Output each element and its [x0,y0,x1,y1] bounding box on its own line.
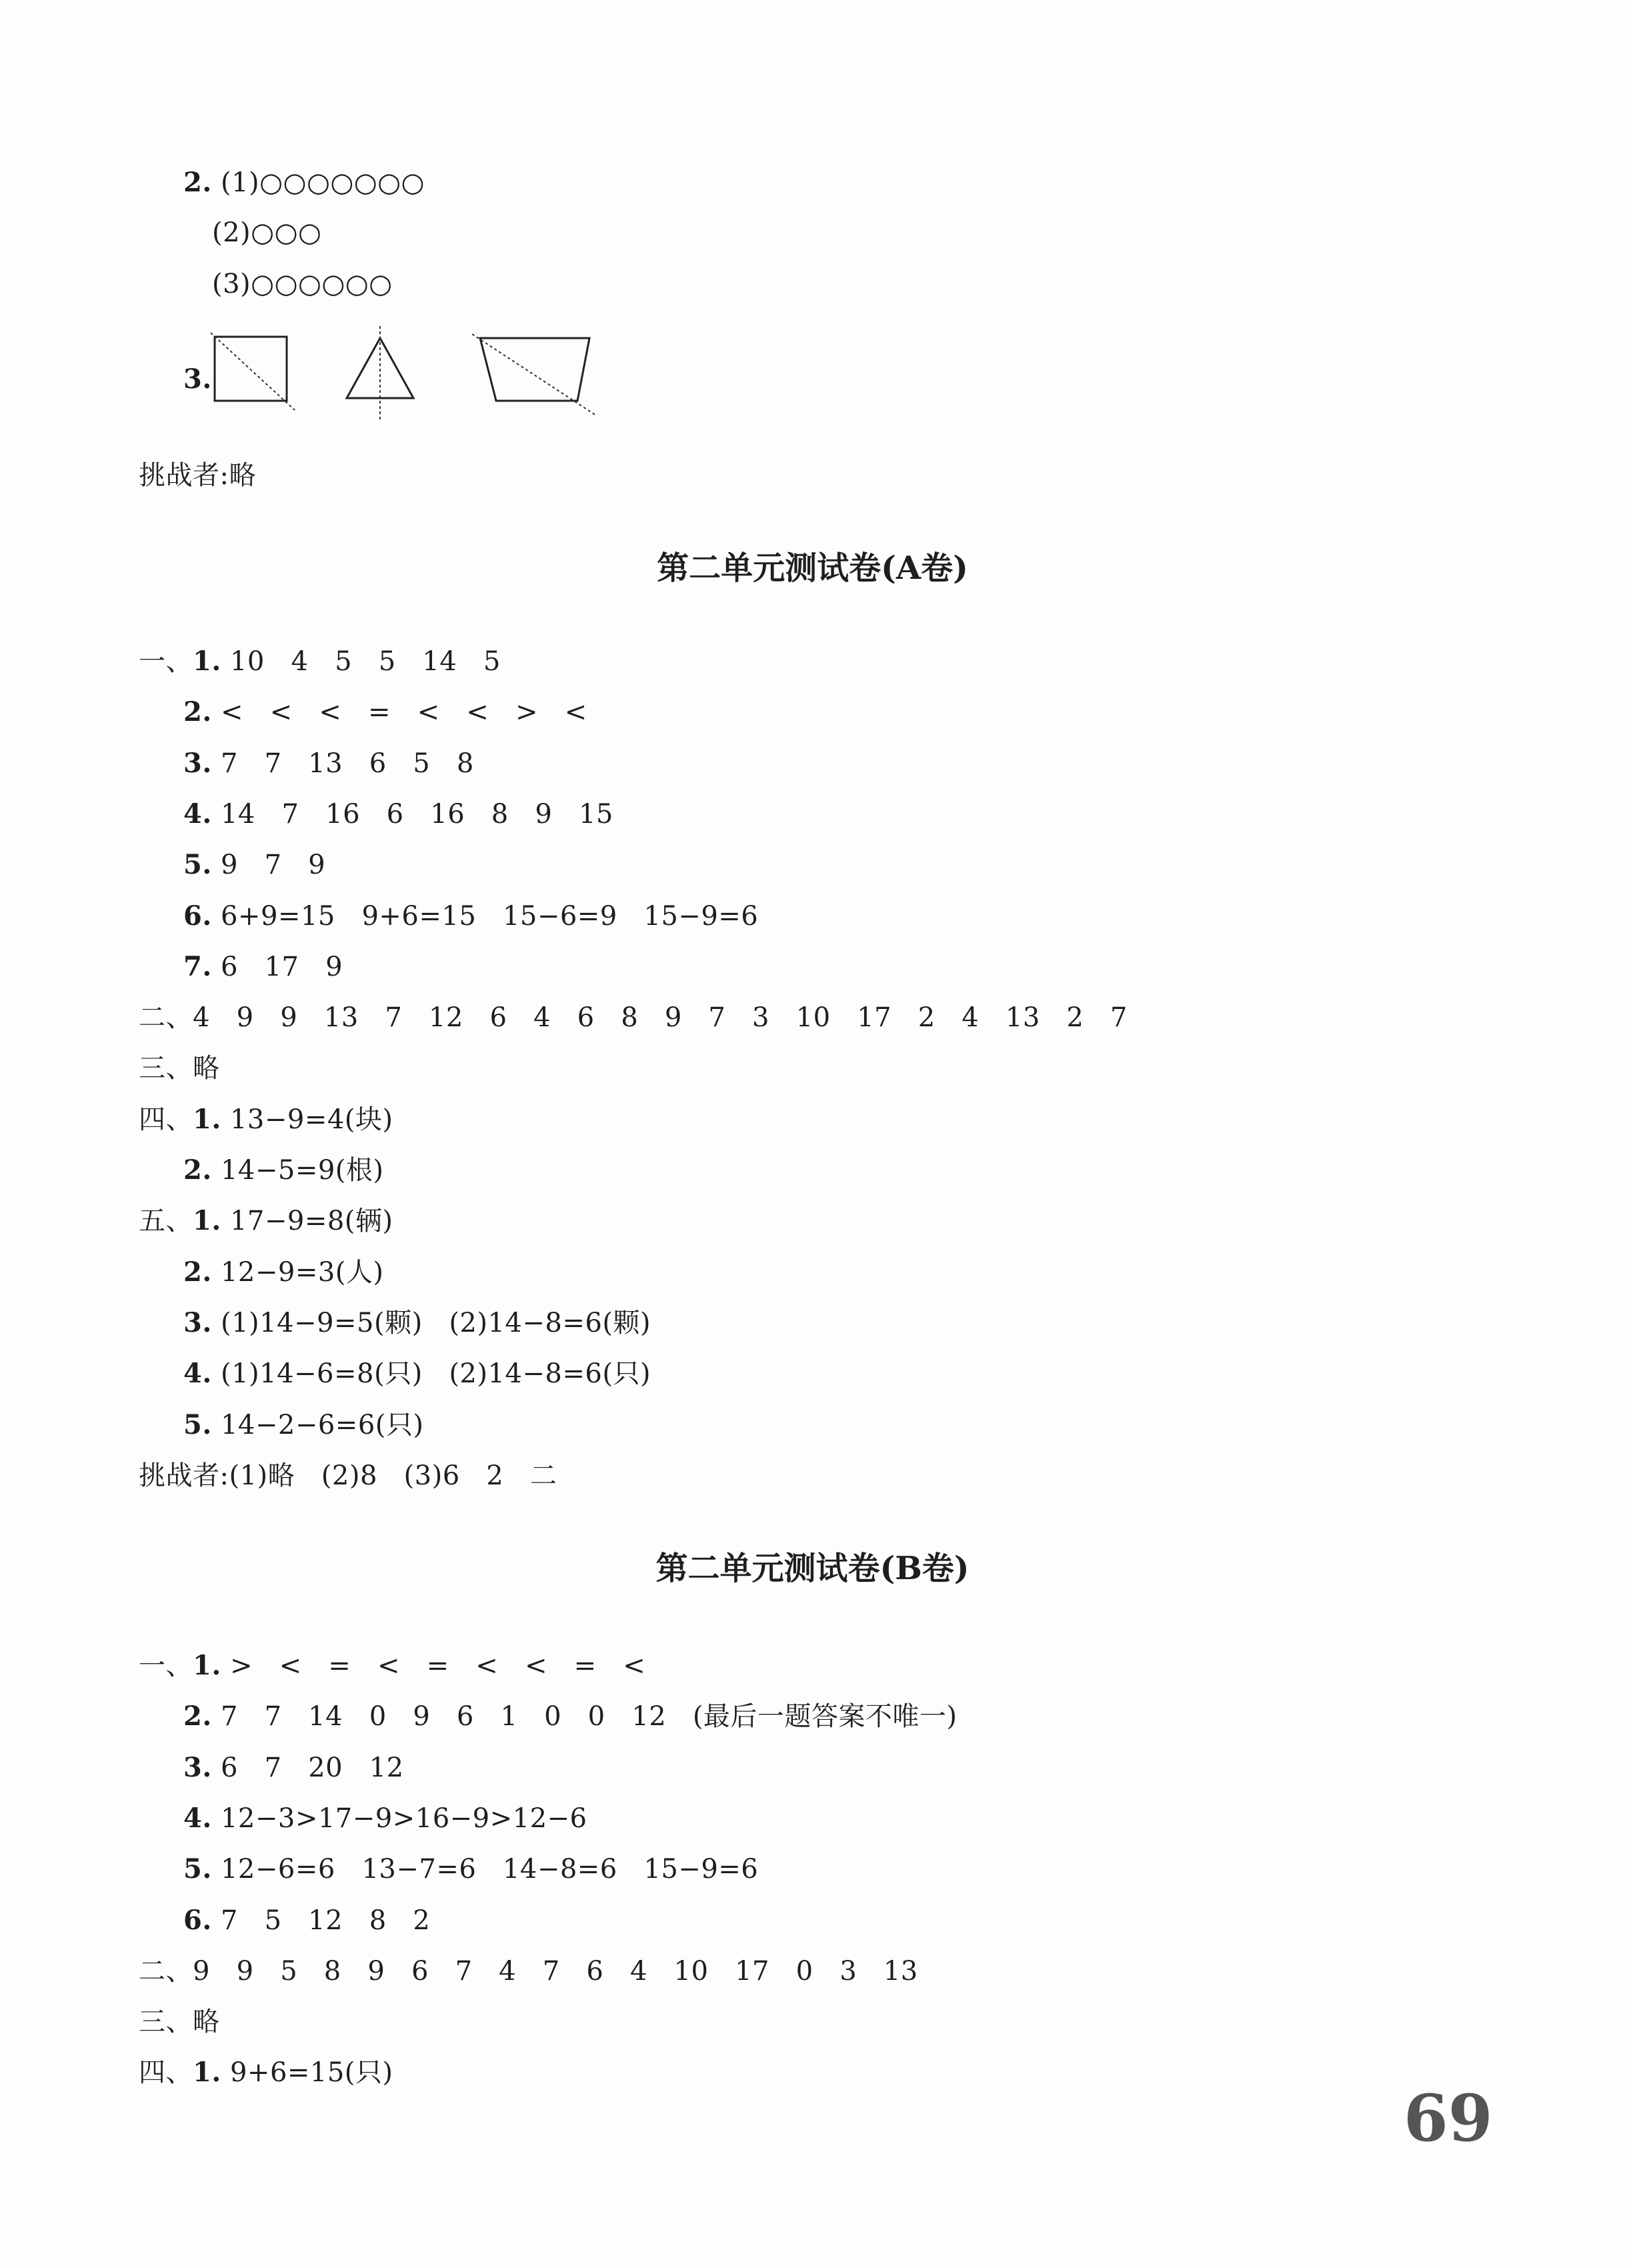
answer-text: 17−9=8(辆) [221,1206,393,1237]
sectionA-line-9 [139,1050,220,1087]
answer-text: 9 7 9 [211,850,326,881]
sectionB-line-6 [183,1902,430,1939]
sectionB-line-4 [183,1800,587,1837]
sectionA-line-7 [183,948,343,986]
question-number: 3. [183,747,212,779]
sectionB-line-1 [139,1647,645,1684]
sectionA-line-13 [183,1254,384,1291]
triangle-with-axis-figure [340,323,420,423]
answer-text: 9+6=15(只) [221,2057,393,2089]
answer-text: 略 [193,1053,220,1084]
section-number: 一、 [139,646,193,677]
question-number: 4. [183,798,212,830]
q2-line-1: 2. (1)○○○○○○○ [183,167,425,198]
sectionA-line-5 [183,846,325,884]
sectionA-line-6 [183,898,758,935]
sectionA-line-2 [183,694,587,731]
sectionA-line-14 [183,1304,651,1342]
challenger-top: 挑战者:略 [139,460,256,491]
sectionB-line-3 [183,1749,404,1787]
question-number: 1. [193,1650,221,1681]
question-number: 2. [183,1154,212,1186]
question-number: 1. [193,1205,221,1237]
section-number: 三、 [139,2007,193,2038]
section-number: 四、 [139,2057,193,2089]
question-number: 5. [183,849,212,881]
sectionA-line-10 [139,1101,393,1138]
answer-text: 14−5=9(根) [211,1155,384,1186]
sectionB-line-7 [139,1953,918,1990]
q2-line-2: (2)○○○ [212,217,322,248]
q2-label: 2. [183,167,212,198]
question-number: 1. [193,1103,221,1135]
answer-text: 13−9=4(块) [221,1104,393,1135]
question-number: 5. [183,1408,212,1440]
answer-text: 14−2−6=6(只) [211,1409,424,1440]
question-number: 7. [183,950,212,982]
section-number: 三、 [139,1053,193,1084]
answer-text: 6 17 9 [211,951,343,982]
question-number: 3. [183,1751,212,1783]
section-number: 一、 [139,1650,193,1681]
page-number: 69 [1404,2081,1493,2156]
answer-text: 12−9=3(人) [211,1256,384,1288]
q3-label: 3. [183,363,212,395]
section-number: 四、 [139,1104,193,1135]
answer-text: > < = < = < < = < [221,1650,646,1681]
sectionA-line-1 [139,643,501,680]
question-number: 4. [183,1358,212,1390]
answer-text: 9 9 5 8 9 6 7 4 7 6 4 10 17 0 3 13 [193,1955,918,1987]
sectionA-line-11 [183,1152,384,1189]
answer-text: 12−6=6 13−7=6 14−8=6 15−9=6 [211,1854,759,1885]
trapezoid-with-diagonal-figure [467,330,600,420]
section-a-title: 第二单元测试卷(A卷) [657,549,968,587]
sectionA-line-16 [183,1406,423,1444]
answer-text: 10 4 5 5 14 5 [221,646,501,677]
answer-text: (1)14−9=5(颗) (2)14−8=6(颗) [211,1307,651,1338]
answer-text: 7 7 13 6 5 8 [211,748,474,779]
answer-text: 7 7 14 0 9 6 1 0 0 12 (最后一题答案不唯一) [211,1701,958,1733]
question-number: 3. [183,1306,212,1338]
section-number: 五、 [139,1206,193,1237]
sectionA-line-4 [183,796,613,833]
section-number: 二、 [139,1955,193,1987]
question-number: 2. [183,1700,212,1733]
q2-line-3: (3)○○○○○○ [212,269,393,299]
answer-text: (1)14−6=8(只) (2)14−8=6(只) [211,1358,651,1390]
answer-text: < < < = < < > < [211,697,587,728]
sectionB-line-8 [139,2003,220,2041]
answer-text: 6+9=15 9+6=15 15−6=9 15−9=6 [211,900,759,932]
sectionA-line-12 [139,1202,393,1240]
question-number: 6. [183,1904,212,1936]
sectionA-line-17 [139,1457,557,1494]
answer-text: 略 [193,2007,220,2038]
section-b-title: 第二单元测试卷(B卷) [655,1550,970,1587]
sectionA-line-3 [183,745,474,782]
answer-text: 14 7 16 6 16 8 9 15 [211,798,613,830]
section-number: 挑战者: [139,1460,229,1491]
question-number: 1. [193,646,221,677]
square-with-diagonal-figure [208,330,301,417]
question-number: 2. [183,1256,212,1288]
sectionB-line-5 [183,1851,758,1888]
sectionB-line-9 [139,2054,393,2091]
sectionA-line-8 [139,999,1128,1036]
answer-text: 7 5 12 8 2 [211,1905,431,1936]
sectionA-line-15 [183,1355,651,1392]
answer-text: 6 7 20 12 [211,1752,404,1783]
question-number: 4. [183,1802,212,1834]
sectionB-line-2 [183,1698,958,1735]
question-number: 5. [183,1853,212,1885]
answer-text: 4 9 9 13 7 12 6 4 6 8 9 7 3 10 17 2 4 13 2 7 [193,1002,1128,1034]
question-number: 6. [183,900,212,932]
question-number: 2. [183,696,212,728]
question-number: 1. [193,2057,221,2089]
answer-text: (1)略 (2)8 (3)6 2 二 [229,1460,557,1491]
section-number: 二、 [139,1002,193,1034]
answer-text: 12−3>17−9>16−9>12−6 [211,1803,587,1834]
